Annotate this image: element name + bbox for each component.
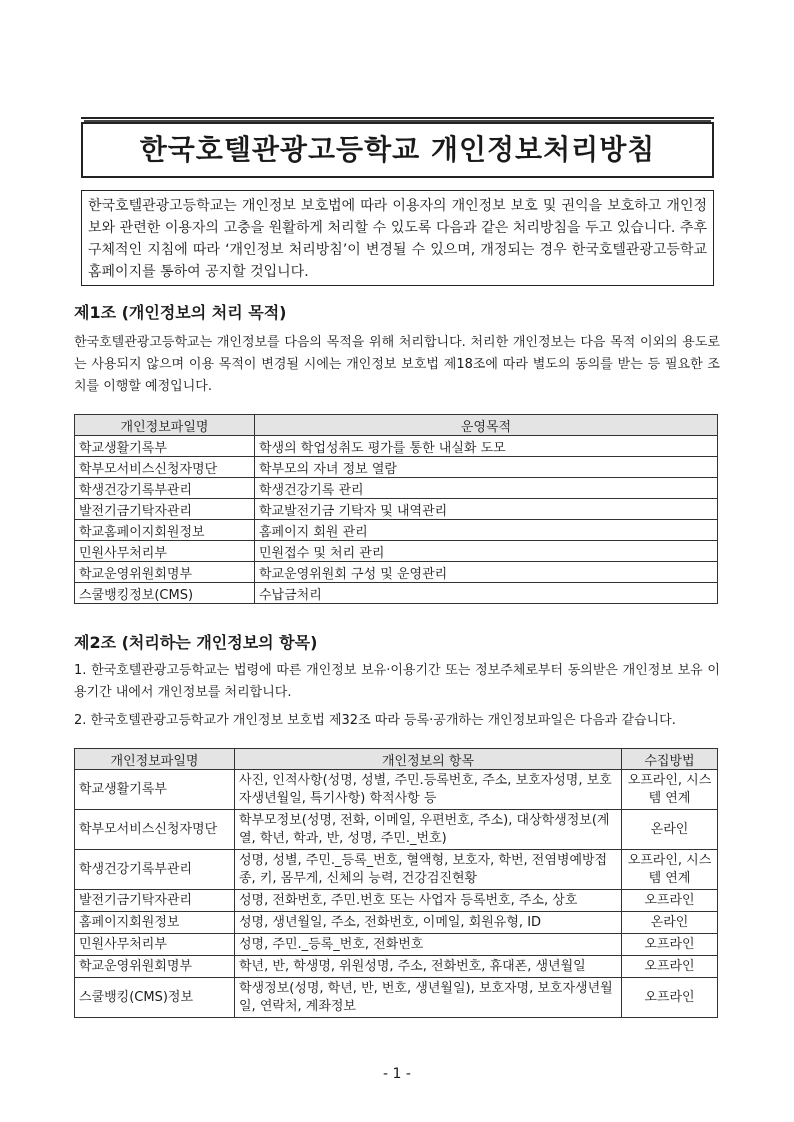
table-cell: 학생건강기록부관리 — [75, 478, 255, 499]
table-row — [75, 810, 718, 850]
table-row — [75, 457, 718, 478]
article2-heading: 제2조 (처리하는 개인정보의 항목) — [74, 633, 318, 652]
table-cell: 학생의 학업성취도 평가를 통한 내실화 도모 — [255, 436, 718, 457]
table-cell: 오프라인, 시스템 연계 — [622, 850, 718, 890]
table-cell: 온라인 — [622, 810, 718, 850]
table-cell: 학교생활기록부 — [75, 770, 235, 810]
table-row — [75, 956, 718, 978]
table-header: 개인정보의 항목 — [235, 749, 622, 770]
table-header-row — [75, 415, 718, 436]
table-row — [75, 978, 718, 1018]
table-row — [75, 912, 718, 934]
table-cell: 학교생활기록부 — [75, 436, 255, 457]
table-row — [75, 890, 718, 912]
table-cell: 홈페이지 회원 관리 — [255, 520, 718, 541]
table-cell: 민원사무처리부 — [75, 541, 255, 562]
table-row — [75, 934, 718, 956]
table-cell: 학부모의 자녀 정보 열람 — [255, 457, 718, 478]
table-cell: 오프라인 — [622, 978, 718, 1018]
table-cell: 성명, 주민._등록_번호, 전화번호 — [235, 934, 622, 956]
table-header: 수집방법 — [622, 749, 718, 770]
table-row — [75, 499, 718, 520]
table-cell: 오프라인 — [622, 934, 718, 956]
table-cell: 사진, 인적사항(성명, 성별, 주민.등록번호, 주소, 보호자성명, 보호자생년월일, 특기사항) 학적사항 등 — [235, 770, 622, 810]
article2-item2: 2. 한국호텔관광고등학교가 개인정보 보호법 제32조 따라 등록·공개하는 개인정보파일은 다음과 같습니다. — [74, 713, 676, 728]
table-cell: 오프라인, 시스템 연계 — [622, 770, 718, 810]
table-cell: 학생건강기록부관리 — [75, 850, 235, 890]
table-cell: 학교홈페이지회원정보 — [75, 520, 255, 541]
table-cell: 학부모정보(성명, 전화, 이메일, 우편번호, 주소), 대상학생정보(계열, 학년, 학과, 반, 성명, 주민._번호) — [235, 810, 622, 850]
table-cell: 민원접수 및 처리 관리 — [255, 541, 718, 562]
table-cell: 학교운영위원회명부 — [75, 562, 255, 583]
table-cell: 성명, 전화번호, 주민.번호 또는 사업자 등록번호, 주소, 상호 — [235, 890, 622, 912]
table-cell: 학교발전기금 기탁자 및 내역관리 — [255, 499, 718, 520]
table-header: 개인정보파일명 — [75, 749, 235, 770]
table-header-row — [75, 749, 718, 770]
table-cell: 민원사무처리부 — [75, 934, 235, 956]
table-row — [75, 541, 718, 562]
table-header: 운영목적 — [255, 415, 718, 436]
table-cell: 학교운영위원회명부 — [75, 956, 235, 978]
title-box — [81, 122, 714, 178]
table-cell: 학부모서비스신청자명단 — [75, 457, 255, 478]
article2-item1: 1. 한국호텔관광고등학교는 법령에 따른 개인정보 보유·이용기간 또는 정보주체로부터 동의받은 개인정보 보유 이용기간 내에서 개인정보를 처리합니다. — [74, 663, 720, 700]
table-cell: 스쿨뱅킹정보(CMS) — [75, 583, 255, 604]
table-cell: 오프라인 — [622, 890, 718, 912]
table-row — [75, 562, 718, 583]
table-cell: 온라인 — [622, 912, 718, 934]
table-row — [75, 478, 718, 499]
table-cell: 발전기금기탁자관리 — [75, 499, 255, 520]
table-header: 개인정보파일명 — [75, 415, 255, 436]
table-row — [75, 583, 718, 604]
page-number: - 1 - — [383, 1066, 411, 1082]
table-cell: 수납금처리 — [255, 583, 718, 604]
items-table — [74, 748, 718, 1018]
table-row — [75, 436, 718, 457]
table-row — [75, 520, 718, 541]
table-row — [75, 770, 718, 810]
table-cell: 학년, 반, 학생명, 위원성명, 주소, 전화번호, 휴대폰, 생년월일 — [235, 956, 622, 978]
intro-box: 한국호텔관광고등학교는 개인정보 보호법에 따라 이용자의 개인정보 보호 및 권익을 보호하고 개인정보와 관련한 이용자의 고충을 원활하게 처리할 수 있도록 다음과 같은 처리방침을 두고 있습니다. 추후 구체적인 지침에 따라 ‘개인정보 처리방침’이 변경될 수 있으며, 개정되는 경우 한국호텔관광고등학교 홈페이지를 통하여 공지할 것입니다. — [81, 190, 714, 286]
table-cell: 학생정보(성명, 학년, 반, 번호, 생년월일), 보호자명, 보호자생년월일, 연락처, 계좌정보 — [235, 978, 622, 1018]
purpose-table — [74, 414, 718, 604]
table-cell: 스쿨뱅킹(CMS)정보 — [75, 978, 235, 1018]
table-cell: 홈페이지회원정보 — [75, 912, 235, 934]
table-row — [75, 850, 718, 890]
table-cell: 학부모서비스신청자명단 — [75, 810, 235, 850]
table-cell: 학생건강기록 관리 — [255, 478, 718, 499]
table-cell: 성명, 성별, 주민._등록_번호, 혈액형, 보호자, 학번, 전염병예방접종, 키, 몸무게, 신체의 능력, 건강검진현황 — [235, 850, 622, 890]
table-cell: 성명, 생년월일, 주소, 전화번호, 이메일, 회원유형, ID — [235, 912, 622, 934]
table-cell: 학교운영위원회 구성 및 운영관리 — [255, 562, 718, 583]
article1-heading: 제1조 (개인정보의 처리 목적) — [74, 303, 287, 322]
table-cell: 오프라인 — [622, 956, 718, 978]
table-cell: 발전기금기탁자관리 — [75, 890, 235, 912]
article1-body: 한국호텔관광고등학교는 개인정보를 다음의 목적을 위해 처리합니다. 처리한 개인정보는 다음 목적 이외의 용도로는 사용되지 않으며 이용 목적이 변경될 시에는 개인정보 보호법 제18조에 따라 별도의 동의를 받는 등 필요한 조치를 이행할 예정입니다. — [74, 335, 720, 394]
page-title: 한국호텔관광고등학교 개인정보처리방침 — [139, 133, 656, 166]
